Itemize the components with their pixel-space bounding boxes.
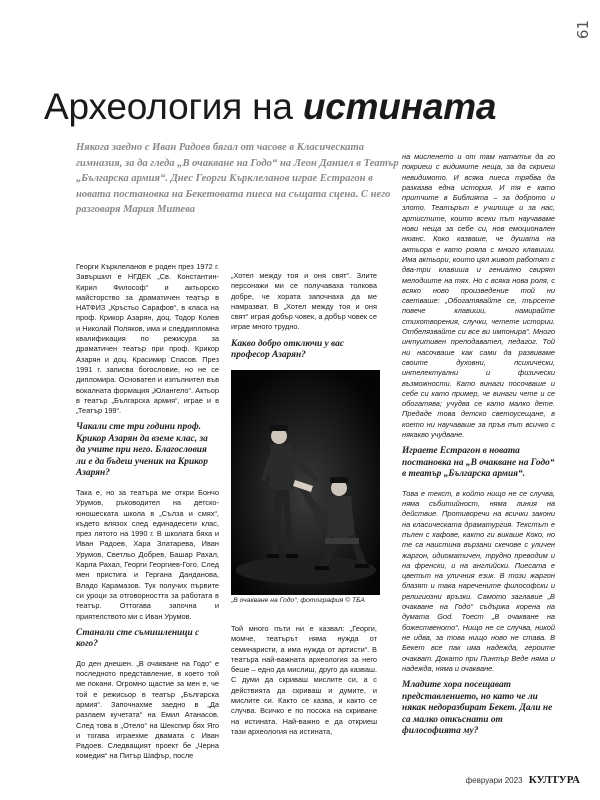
article-lead: Някога заедно с Иван Радоев бягал от часове в Класическата гимназия, за да гледа „В очакване на Годо“ на Леон Даниел в Театър „Българска армия“. Днес Георги Кърклеланов играе Естрагон в новата постановка на Бекетовата пиеса на същата сцена. С него разговаря Мария Митева: [76, 142, 399, 216]
article-title: [44, 84, 496, 130]
stage-photo: [231, 370, 380, 595]
paragraph: Това е текст, в който нищо не се случва, няма събитийност, няма линия на действие. Противоречи на всички закони на класическата драматургия. Текстът е пълен с хафове, както ги викаше Коко, но те са наистина вързани скечове с уличен жаргон, идиоматичен, трудно преводим и на френски, и на английски. Пиесата е цветът на уличния език. В този жаргон блазят и така наречените философски и религиозни връзки. Самото заглавие „В очакване на Годо“ съдържа корена на думата God. Тоест „В очакване на божественото“. Нищо не се случва, никой не идва, за това нищо ново не става. В Бекет все пак има надежда, героите очакват. Докато при Пинтър Веде няма и надежда, няма и очакване.: [402, 488, 555, 673]
question-heading: Младите хора посещават представлението, но като че ли някак недоразбират Бекет. Дали не са малко откъснати от философията му?: [402, 680, 553, 737]
stage-photo-illustration: [231, 370, 380, 595]
column-2-continued: [231, 624, 377, 743]
paragraph: на мисленето и от там нататък да го покриеш с видимите неща, за да скриеш невидимото. И всяка пиеса трябва да разказва една история. И тя е като притчите в Библията – за доброто и злото. Театърът е училище и за нас, артистите, които всеки път научаваме нови неща за себе си, нов емоционален нюанс. Коко казваше, че душата на актьора е като рояла с много клавиши. Има актьори, които цял живот работят с два-три клавиша и гениално свирят мелодиите на тях. Но с всяка нова роля, с всяко ново произведение той ни светваше: „Обогатявайте се, търсете повече клавиши, намирайте стихотворения, случки, четете истории. Отбелязвайте си все ви импонира“. Много интуитивен преподавател, педагог. Той ни насочваше как сами да развиваме своите духовни, психически, интелектуални и физически възможности. Като винаги посочваше и себе си като пример, че винаги чете и се обогатява; учудва се като малко дете. Предаде това детско светоусещане, в което ни научаваше за пръв път всичко с някакво учудване.: [402, 152, 555, 440]
question-heading: Чакали сте три години проф. Крикор Азарян да вземе клас, за да учите при него. Благословия ли е да бъдеш ученик на Крикор Азарян?: [76, 422, 208, 479]
photo-caption: „В очакване на Годо“, фотография © ТБА: [231, 597, 365, 604]
question-heading: Станали сте съмишленици с кого?: [76, 627, 200, 650]
paragraph: До ден днешен. „В очакване на Годо“ е последното представление, в което той ме покани. Огромно щастие за мен е, че той е режисьор в театър „Българска армия“. Започнахме заедно в „Да разлаем кучетата“ на Емил Атанасов. След това в „Отело“ на Шекспир бях Яго и тогава играехме двамата с Иван Радоев. Следващият проект бе „Черна комедия“ на Питър Шафър, после: [76, 658, 219, 761]
paragraph: Той много пъти ни е казвал: „Георги, момче, театърът няма нужда от семинаристи, а има нужда от артисти“. В театъра най-важната археология за него беше – едно да мислиш, друго да казваш. С думи да скриваш мислите си, а с действията да скриваш и думите, и мислите си. Както се казва, и както се случва. Всичко е по посока на скриване на истината. Най-важно е да откриеш тази археология на истината,: [231, 624, 377, 736]
column-1: [76, 262, 219, 768]
paragraph: Така е, но за театъра ме откри Бончо Урумов, ръководител на детско-юношеската школа в „Сълза и смях“, където влязох след единадесети клас, през лятото на 1990 г. В школата бяха и Иван Радоев, Хара Златарева, Иван Урумов, Светльо Добрев, Башар Рахал, Карла Рахал, Георги Георгиев-Гого. След мен пристига и Гергана Данданова, Владо Карамазов. Тук получих първите си уроци за отговорността за работата в театър. Оттогава започна и приятелството ми с Иван Урумов.: [76, 487, 219, 621]
page-footer: [466, 774, 580, 786]
title-light: Археология на: [44, 86, 303, 127]
paragraph: „Хотел между тоя и оня свят“. Злите персонажи ми се получаваха толкова добре, че хората започнаха да ме намразват. В „Хотел между тоя и оня свят“ играя добър човек, а добър човек се играе много трудно.: [231, 271, 377, 332]
question-heading: Играете Естрагон в новата постановка на „В очакване на Годо“ в театър „Българска армия“.: [402, 446, 555, 480]
magazine-brand: КУЛТУРА: [528, 774, 580, 786]
page-number: 61: [574, 20, 592, 40]
column-2: [231, 271, 377, 370]
question-heading: Какво добро отключи у вас професор Азарян?: [231, 338, 345, 361]
issue-date: февруари 2023: [465, 776, 523, 785]
column-3: [402, 152, 555, 746]
paragraph: Георги Кърклеланов е роден през 1972 г. Завършил е НГДЕК „Св. Константин-Кирил Философ“ и актьорско майсторство за драматичен театър в НАТФИЗ „Кръстьо Сарафов“, в класа на проф. Крикор Азарян, доц. Тодор Колев и Николай Поляков, има и следдипломна квалификация по режисура за драматичен театър при проф. Крикор Азарян и доц. Красимир Спасов. През 1991 г. записва богословие, но не се дипломира. Основател и изпълнител във вокалната формация „Юлангело“. Актьор в театър „Българска армия“, играе и в „Театър 199“.: [76, 262, 219, 416]
title-bold: истината: [302, 86, 497, 127]
